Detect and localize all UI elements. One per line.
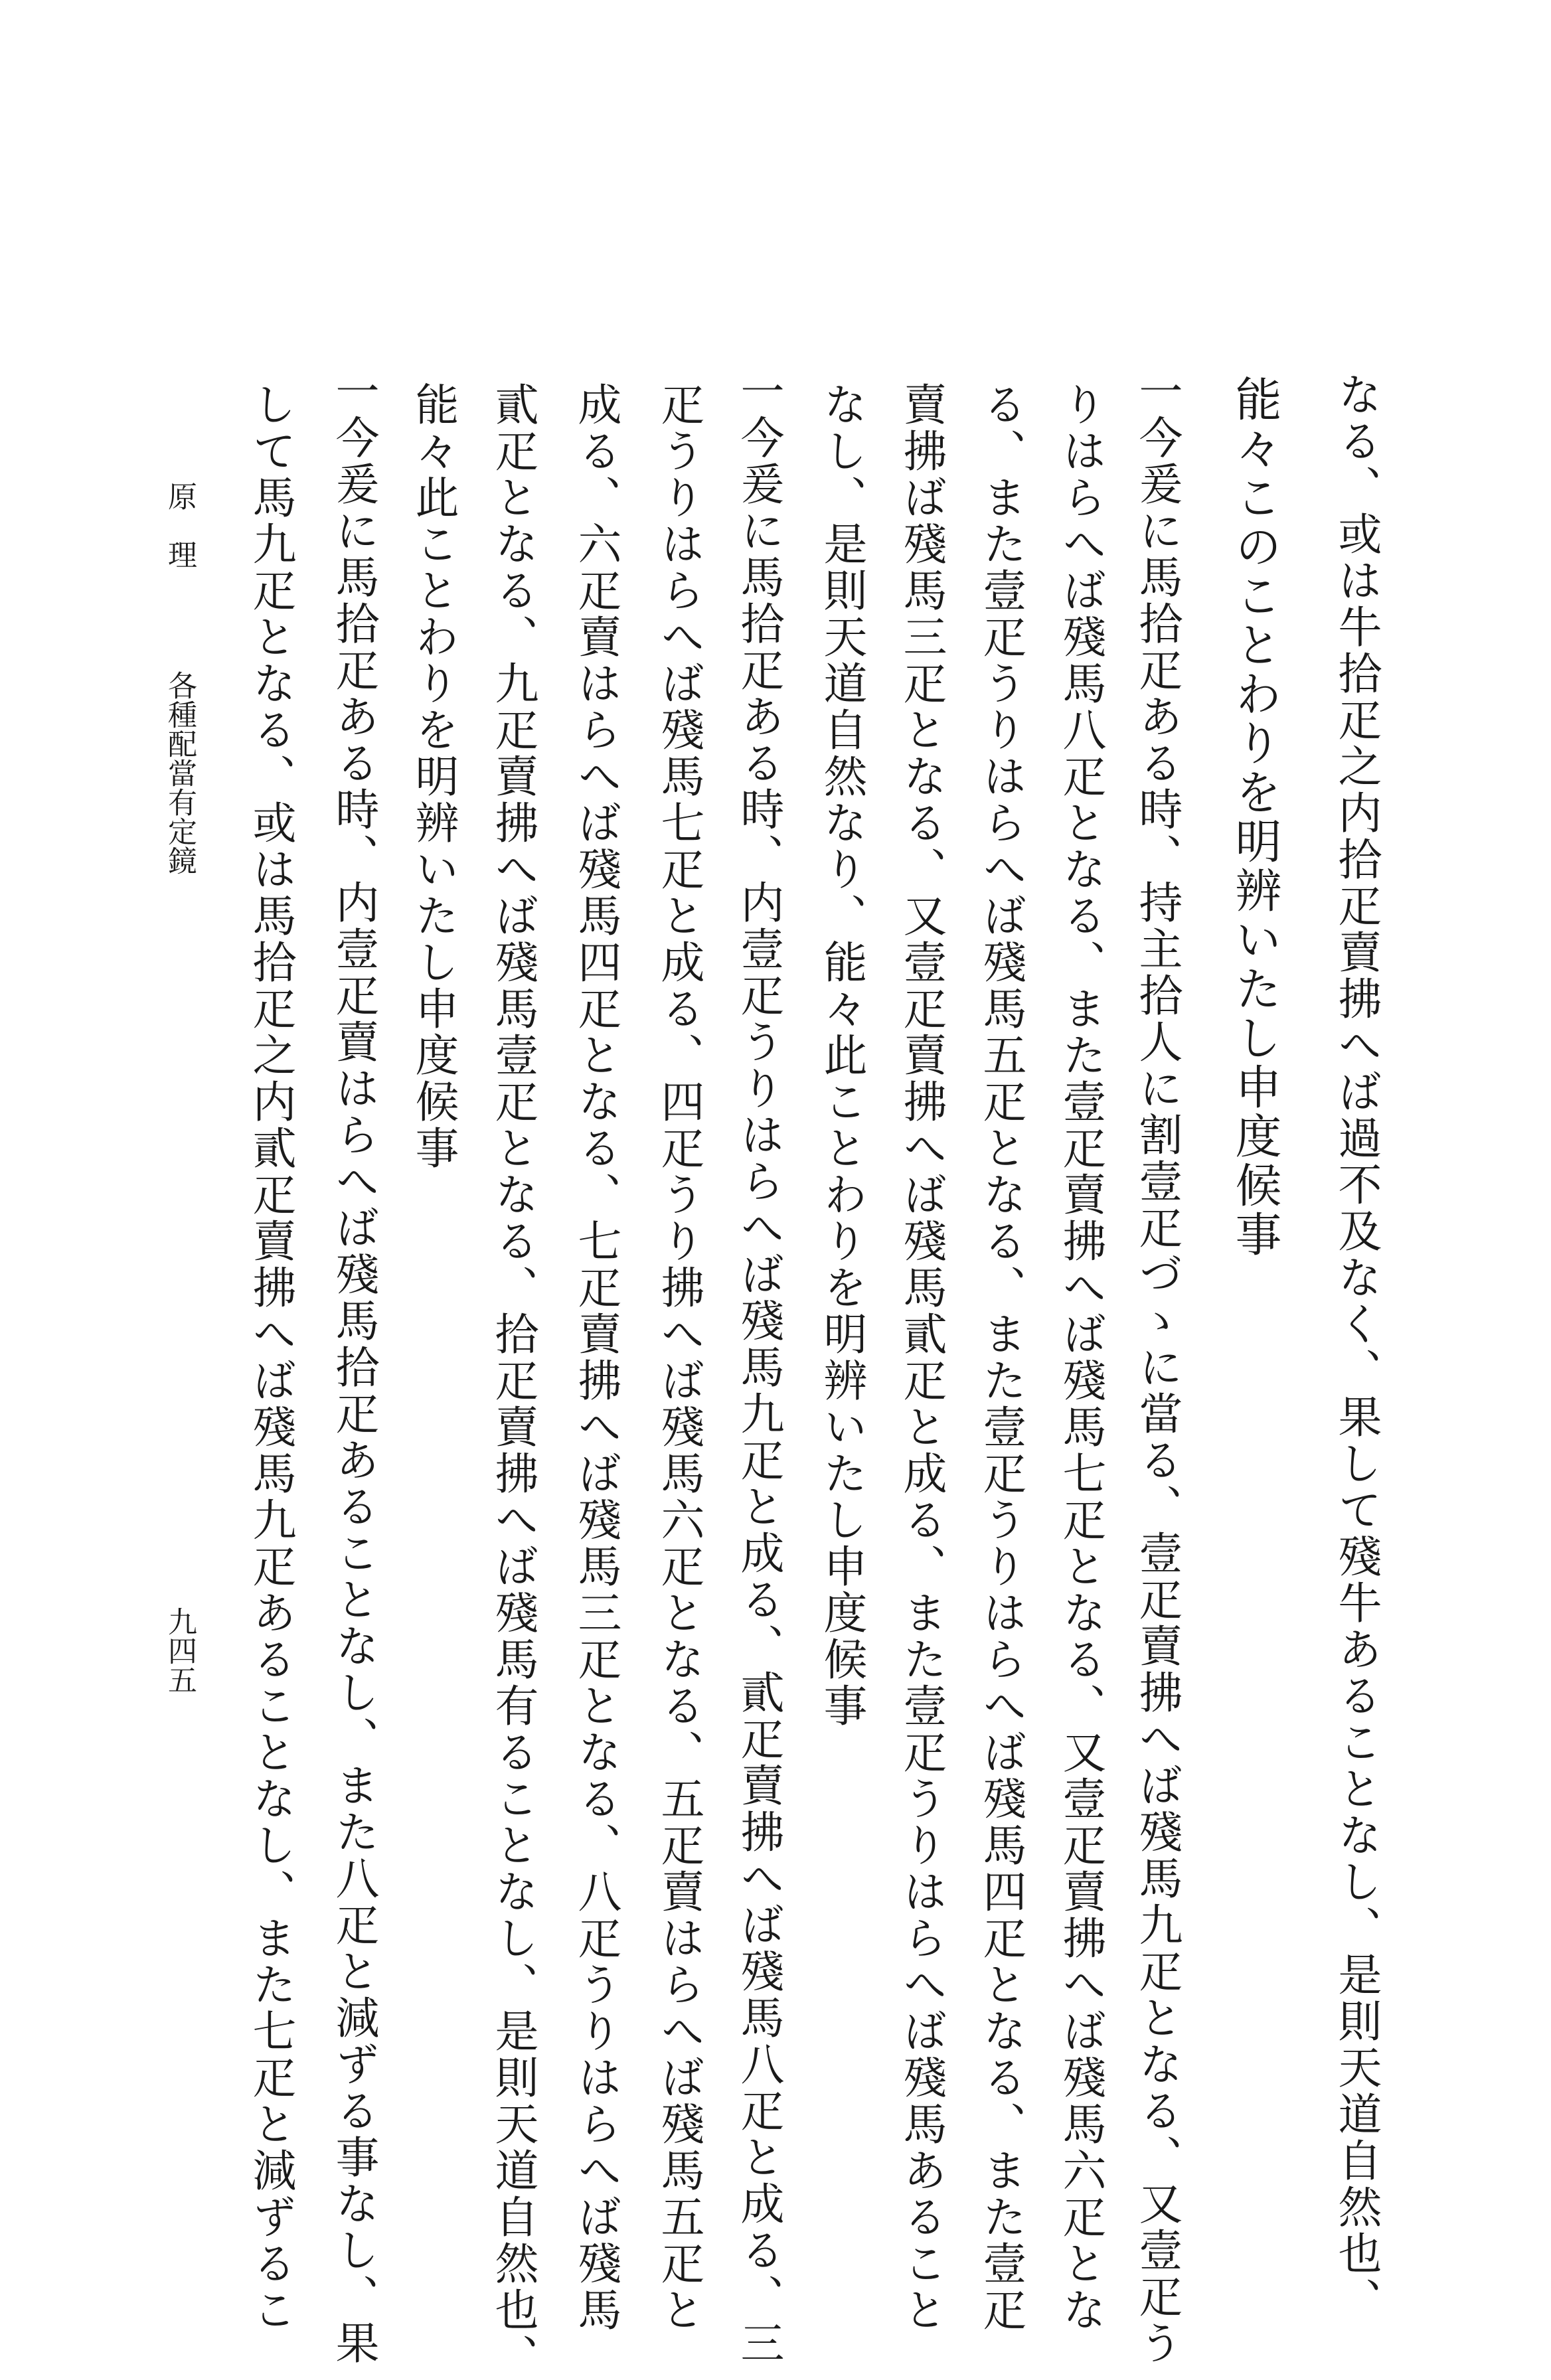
text-column-2: 能々このことわりを明辨いたし申度候事 xyxy=(1228,375,1282,1259)
footer-section-label: 原 理 xyxy=(163,481,197,569)
text-column-7: なし、是則天道自然なり、能々此ことわりを明辨いたし申度候事 xyxy=(816,382,867,1729)
page-number: 九四五 xyxy=(163,1607,197,1694)
text-column-13: 一今爰に馬拾疋ある時、内壹疋賣はらへば殘馬拾疋あることなし、また八疋と減ずる事なし、果 xyxy=(328,368,379,2367)
text-column-1: なる、或は牛拾疋之内拾疋賣拂へば過不及なく、果して殘牛あることなし、是則天道自然也、 xyxy=(1331,372,1382,2324)
text-column-12: 能々此ことわりを明辨いたし申度候事 xyxy=(408,382,459,1172)
text-column-4: りはらへば殘馬八疋となる、また壹疋賣拂へば殘馬七疋となる、又壹疋賣拂へば殘馬六疋とな xyxy=(1055,382,1106,2334)
text-column-6: 賣拂ば殘馬三疋となる、又壹疋賣拂へば殘馬貳疋と成る、また壹疋うりはらへば殘馬あること xyxy=(896,382,947,2334)
text-column-10: 成る、六疋賣はらへば殘馬四疋となる、七疋賣拂へば殘馬三疋となる、八疋うりはらへば殘馬 xyxy=(570,382,621,2334)
footer-book-title: 各種配當有定鏡 xyxy=(163,671,197,875)
text-column-9: 疋うりはらへば殘馬七疋と成る、四疋うり拂へば殘馬六疋となる、五疋賣はらへば殘馬五疋と xyxy=(653,382,704,2334)
text-column-5: る、また壹疋うりはらへば殘馬五疋となる、また壹疋うりはらへば殘馬四疋となる、また壹疋 xyxy=(975,382,1026,2334)
text-column-11: 貳疋となる、九疋賣拂へば殘馬壹疋となる、拾疋賣拂へば殘馬有ることなし、是則天道自然也、 xyxy=(487,382,538,2380)
text-column-14: して馬九疋となる、或は馬拾疋之内貳疋賣拂へば殘馬九疋あることなし、また七疋と減ずるこ xyxy=(245,382,296,2334)
text-column-3: 一今爰に馬拾疋ある時、持主拾人に割壹疋づゝに當る、壹疋賣拂へば殘馬九疋となる、又壹疋う xyxy=(1131,368,1183,2367)
text-column-8: 一今爰に馬拾疋ある時、内壹疋うりはらへば殘馬九疋と成る、貳疋賣拂へば殘馬八疋と成る、三 xyxy=(733,368,784,2367)
